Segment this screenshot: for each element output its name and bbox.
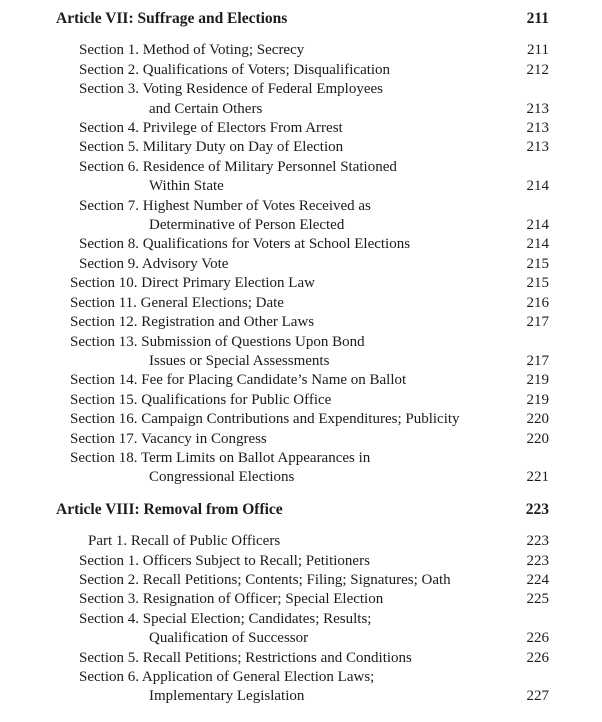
article-block: [56, 500, 549, 707]
entry-title: Section 15. Qualifications for Public Office: [70, 391, 332, 408]
article-title: Article VIII: Removal from Office: [56, 500, 283, 518]
page-number: 227: [526, 688, 549, 705]
toc-entry-row: [56, 294, 549, 313]
page-number: 223: [526, 552, 549, 569]
page-number: 219: [526, 372, 549, 389]
entry-title: Section 9. Advisory Vote: [79, 255, 229, 272]
toc-entry-row: [56, 610, 549, 629]
toc-entry-row: [56, 216, 549, 235]
page-number: 220: [526, 430, 549, 447]
page-number: 223: [525, 500, 549, 518]
entry-title: Section 4. Special Election; Candidates; Results;: [79, 610, 372, 627]
entry-title: Issues or Special Assessments: [149, 352, 330, 369]
entry-title: Section 1. Method of Voting; Secrecy: [79, 42, 305, 59]
toc-entry-row: [56, 274, 549, 293]
entry-title: Section 4. Privilege of Electors From Arrest: [79, 120, 343, 137]
article-block: [56, 9, 549, 488]
entry-title: Determinative of Person Elected: [149, 217, 345, 234]
page-number: 214: [526, 178, 549, 195]
page-number: 217: [526, 314, 549, 331]
page-number: 217: [526, 352, 549, 369]
entry-title: Section 5. Military Duty on Day of Election: [79, 139, 344, 156]
article-title: Article VII: Suffrage and Elections: [56, 10, 288, 27]
entry-title: Section 1. Officers Subject to Recall; Petitioners: [79, 552, 370, 569]
entry-title: Section 3. Resignation of Officer; Special Election: [79, 591, 384, 608]
entry-title: Section 12. Registration and Other Laws: [70, 314, 315, 331]
toc-entry-row: [56, 119, 549, 138]
toc-entry-row: [56, 391, 549, 410]
entry-title: and Certain Others: [149, 100, 263, 117]
article-heading-row: [56, 500, 549, 519]
entry-title: Implementary Legislation: [149, 688, 305, 705]
page-number: 226: [526, 630, 549, 647]
page-number: 215: [526, 275, 549, 292]
toc-entry-row: [56, 158, 549, 177]
toc-entry-row: [56, 235, 549, 254]
entry-title: Section 10. Direct Primary Election Law: [70, 275, 315, 292]
entry-title: Section 18. Term Limits on Ballot Appearances in: [70, 449, 371, 466]
entry-title: Congressional Elections: [149, 469, 295, 486]
page-number: 215: [526, 255, 549, 272]
page-number: 226: [526, 649, 549, 666]
entry-title: Section 2. Recall Petitions; Contents; Filing; Signatures; Oath: [79, 571, 451, 588]
toc-entry-row: [56, 100, 549, 119]
toc-entry-row: [56, 197, 549, 216]
toc-entry-row: [56, 410, 549, 429]
entry-title: Section 11. General Elections; Date: [70, 294, 284, 311]
entry-title: Within State: [149, 178, 224, 195]
toc-entry-row: [56, 41, 549, 60]
entry-title: Section 2. Qualifications of Voters; Disqualification: [79, 61, 391, 78]
entry-title: Section 7. Highest Number of Votes Received as: [79, 197, 371, 214]
page-number: 213: [526, 100, 549, 117]
page-number: 223: [526, 533, 549, 550]
toc-entry-row: [56, 255, 549, 274]
page-number: 224: [526, 571, 549, 588]
toc-entry-row: [56, 468, 549, 487]
toc-entry-row: [56, 80, 549, 99]
page-number: 213: [526, 120, 549, 137]
toc-entry-row: [56, 61, 549, 80]
entry-title: Part 1. Recall of Public Officers: [88, 533, 281, 550]
entry-title: Section 5. Recall Petitions; Restrictions and Conditions: [79, 649, 412, 666]
entry-title: Qualification of Successor: [149, 630, 309, 647]
table-of-contents: [56, 9, 549, 707]
entry-title: Section 8. Qualifications for Voters at School Elections: [79, 236, 411, 253]
page-number: 220: [526, 411, 549, 428]
page-number: 212: [526, 61, 549, 78]
entry-title: Section 3. Voting Residence of Federal Employees: [79, 81, 383, 98]
entry-title: Section 14. Fee for Placing Candidate’s Name on Ballot: [70, 372, 407, 389]
page-number: 225: [526, 591, 549, 608]
toc-entry-row: [56, 571, 549, 590]
toc-entry-row: [56, 590, 549, 609]
entry-title: Section 6. Residence of Military Personnel Stationed: [79, 158, 397, 175]
entry-title: Section 16. Campaign Contributions and Expenditures; Publicity: [70, 411, 460, 428]
page-number: 211: [526, 10, 549, 27]
page-number: 211: [527, 42, 549, 59]
toc-entry-row: [56, 629, 549, 648]
part-row: [56, 532, 549, 551]
toc-entry-row: [56, 687, 549, 706]
toc-entry-row: [56, 177, 549, 196]
entry-title: Section 6. Application of General Election Laws;: [79, 669, 375, 685]
page-number: 213: [526, 139, 549, 156]
toc-entry-row: [56, 371, 549, 390]
toc-entry-row: [56, 313, 549, 332]
toc-entry-row: [56, 649, 549, 668]
toc-entry-row: [56, 552, 549, 571]
article-heading-row: [56, 9, 549, 28]
page-number: 221: [526, 469, 549, 486]
page-number: 216: [526, 294, 549, 311]
entry-title: Section 13. Submission of Questions Upon Bond: [70, 333, 365, 350]
page-number: 219: [526, 391, 549, 408]
toc-entry-row: [56, 430, 549, 449]
toc-entry-row: [56, 449, 549, 468]
entry-title: Section 17. Vacancy in Congress: [70, 430, 267, 447]
toc-entry-row: [56, 138, 549, 157]
toc-entry-row: [56, 668, 549, 687]
toc-entry-row: [56, 333, 549, 352]
page-number: 214: [526, 236, 549, 253]
page-number: 214: [526, 217, 549, 234]
toc-entry-row: [56, 352, 549, 371]
